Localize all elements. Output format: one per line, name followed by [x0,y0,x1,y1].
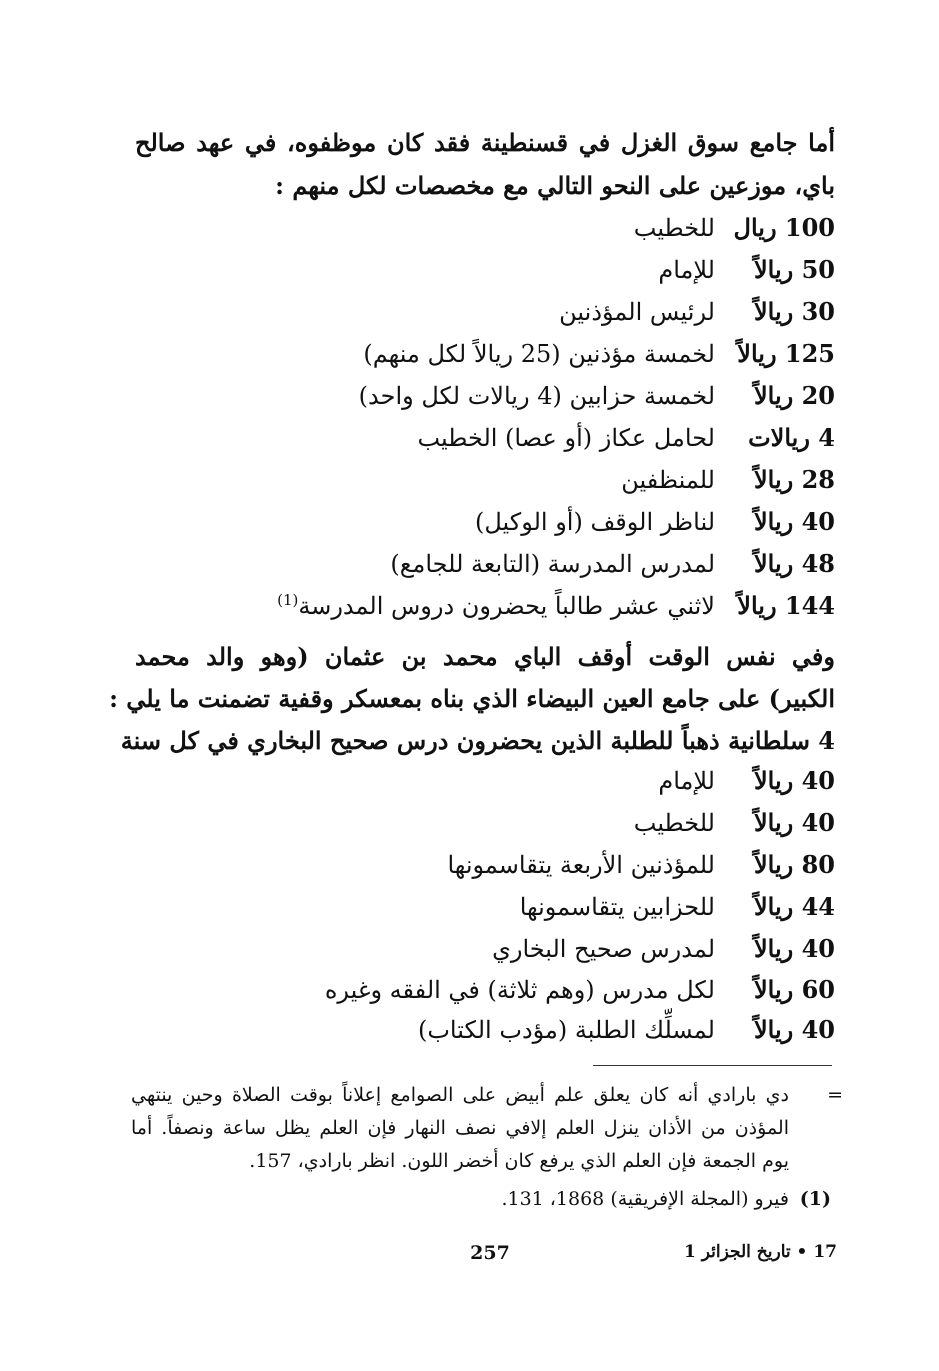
list2-item [634,806,835,840]
allowance-recipient: لمسلِّك الطلبة (مؤدب الكتاب) [417,1016,715,1044]
allowance-recipient: لمدرس صحيح البخاري [492,935,715,963]
page-number: 257 [470,1242,510,1264]
footnote-continuation-line: المؤذن من الأذان ينزل العلم إلافي نصف النهار فإن العلم يظل ساعة ونصفاً. أما [131,1117,789,1139]
paragraph1-line1: أما جامع سوق الغزل في قسنطينة فقد كان موظفوه، في عهد صالح [135,128,835,157]
allowance-recipient: لكل مدرس (وهم ثلاثة) في الفقه وغيره [324,976,715,1004]
allowance-recipient: للإمام [658,767,715,795]
recipient-text: لاثني عشر طالباً يحضرون دروس المدرسة [298,592,715,620]
allowance-recipient: للمؤذنين الأربعة يتقاسمونها [447,851,715,879]
footnote-divider [593,1065,832,1066]
footnote-continuation-line: دي بارادي أنه كان يعلق علم أبيض على الصوامع إعلاناً بوقت الصلاة وحين ينتهي [131,1084,789,1106]
list2-item [658,764,835,798]
footnote-continuation-mark: = [827,1084,843,1106]
allowance-amount: 30 ريالاً [753,297,835,326]
list2-item [447,848,835,882]
list1-item [363,337,835,371]
allowance-amount: 40 ريالاً [753,808,835,837]
allowance-recipient: لحامل عكاز (أو عصا) الخطيب [417,424,715,452]
footnote-continuation-line: يوم الجمعة فإن العلم الذي يرفع كان أخضر اللون. انظر بارادي، 157. [249,1150,789,1172]
list2-item [492,932,835,966]
list2-item [418,1013,835,1047]
allowance-amount: 50 ريالاً [753,255,835,284]
paragraph2-line1: وفي نفس الوقت أوقف الباي محمد بن عثمان (وهو والد محمد [135,642,835,671]
paragraph2-line3: 4 سلطانية ذهباً للطلبة الذين يحضرون درس صحيح البخاري في كل سنة [120,726,835,755]
allowance-recipient: لناظر الوقف (أو الوكيل) [475,508,715,536]
list1-item [634,211,835,245]
footnote-number: (1) [799,1188,831,1210]
footnote-text: فيرو (المجلة الإفريقية) 1868، 131. [501,1188,789,1210]
allowance-recipient: للحزابين يتقاسمونها [519,893,715,921]
paragraph1-line2: باي، موزعين على النحو التالي مع مخصصات لكل منهم : [275,171,835,200]
allowance-amount: 125 ريالاً [737,339,835,368]
allowance-amount: 144 ريالاً [737,591,835,620]
list1-item [277,589,835,623]
list1-item [475,505,835,539]
allowance-amount: 100 ريال [733,213,835,242]
allowance-amount: 40 ريالاً [753,1015,835,1044]
allowance-amount: 4 ريالات [748,423,835,452]
allowance-recipient: للخطيب [633,809,715,837]
allowance-amount: 80 ريالاً [753,850,835,879]
list1-item [390,547,835,581]
allowance-recipient: للمنظفين [621,466,715,494]
allowance-amount: 60 ريالاً [753,975,835,1004]
list2-item [520,890,835,924]
list1-item [621,463,835,497]
list1-item [359,379,835,413]
list1-item [417,421,835,455]
allowance-amount: 40 ريالاً [753,507,835,536]
allowance-recipient: لخمسة حزابين (4 ريالات لكل واحد) [358,382,715,410]
allowance-amount: 44 ريالاً [753,892,835,921]
list1-item [559,295,835,329]
allowance-amount: 28 ريالاً [753,465,835,494]
allowance-recipient: لمدرس المدرسة (التابعة للجامع) [390,550,715,578]
footnote-ref: (1) [277,591,299,609]
allowance-amount: 40 ريالاً [753,934,835,963]
list1-item [658,253,835,287]
allowance-recipient: للخطيب [633,214,715,242]
running-head: 17 • تاريخ الجزائر 1 [684,1242,837,1262]
allowance-amount: 48 ريالاً [753,549,835,578]
allowance-recipient: لرئيس المؤذنين [559,298,715,326]
allowance-recipient: لخمسة مؤذنين (25 ريالاً لكل منهم) [363,340,715,368]
allowance-recipient: للإمام [658,256,715,284]
list2-item [325,973,835,1007]
allowance-amount: 20 ريالاً [753,381,835,410]
allowance-recipient [277,589,715,623]
paragraph2-line2: الكبير) على جامع العين البيضاء الذي بناه بمعسكر وقفية تضمنت ما يلي : [109,684,835,713]
allowance-amount: 40 ريالاً [753,766,835,795]
